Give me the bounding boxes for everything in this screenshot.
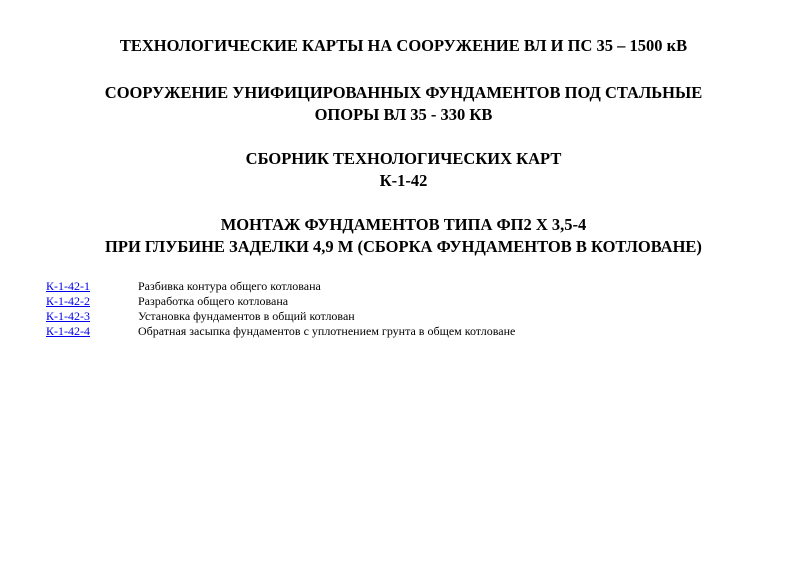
toc-row [46,279,515,294]
topic-title [0,214,807,258]
collection-title-line1: СБОРНИК ТЕХНОЛОГИЧЕСКИХ КАРТ [245,149,562,168]
subject-title [0,82,807,126]
toc-link-2[interactable]: К-1-42-2 [46,294,90,308]
toc-link-1[interactable]: К-1-42-1 [46,279,90,293]
toc-link-3[interactable]: К-1-42-3 [46,309,90,323]
toc-title-1: Разбивка контура общего котлована [138,279,321,293]
toc-row [46,324,515,339]
subject-title-line1: СООРУЖЕНИЕ УНИФИЦИРОВАННЫХ ФУНДАМЕНТОВ ПОД СТАЛЬНЫЕ [104,83,703,102]
subject-title-line2: ОПОРЫ ВЛ 35 - 330 КВ [314,105,493,124]
collection-code: К-1-42 [379,171,428,190]
table-of-contents [46,279,515,339]
toc-title-3: Установка фундаментов в общий котлован [138,309,355,323]
toc-row [46,309,515,324]
toc-title-2: Разработка общего котлована [138,294,289,308]
series-title [0,35,807,57]
topic-title-line2: ПРИ ГЛУБИНЕ ЗАДЕЛКИ 4,9 М (СБОРКА ФУНДАМЕНТОВ В КОТЛОВАНЕ) [105,237,702,256]
toc-link-4[interactable]: К-1-42-4 [46,324,90,338]
series-title-text: ТЕХНОЛОГИЧЕСКИЕ КАРТЫ НА СООРУЖЕНИЕ ВЛ И ПС 35 – 1500 кВ [119,36,688,55]
toc-title-4: Обратная засыпка фундаментов с уплотнением грунта в общем котловане [138,324,516,338]
collection-title [0,148,807,192]
topic-title-line1: МОНТАЖ ФУНДАМЕНТОВ ТИПА ФП2 Х 3,5-4 [220,215,587,234]
toc-row [46,294,515,309]
